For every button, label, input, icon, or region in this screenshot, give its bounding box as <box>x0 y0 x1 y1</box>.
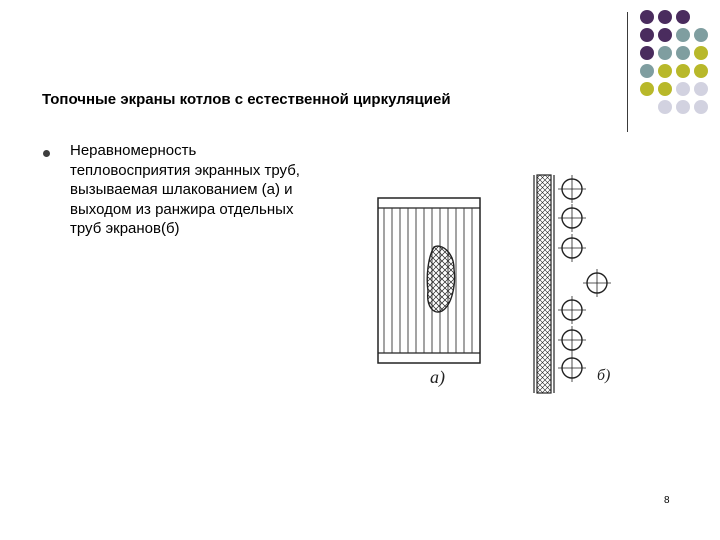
decorative-dot-grid <box>638 8 720 120</box>
decorative-dot <box>676 10 690 24</box>
bullet-marker <box>43 150 50 157</box>
decorative-dot <box>694 82 708 96</box>
decorative-dot <box>658 100 672 114</box>
slag-deposit <box>427 246 454 312</box>
decorative-dot <box>658 10 672 24</box>
slide-title: Топочные экраны котлов с естественной циркуляцией <box>42 91 451 108</box>
decorative-dot <box>676 46 690 60</box>
bullet-line: вызываемая шлакованием (а) и <box>70 181 293 198</box>
panel-a-slagging <box>378 198 480 388</box>
label-a: а) <box>430 367 445 387</box>
bullet-line: Неравномерность <box>70 142 197 159</box>
decorative-dot <box>676 100 690 114</box>
decorative-dot <box>640 64 654 78</box>
decorative-dot <box>694 100 708 114</box>
page-number: 8 <box>664 495 670 506</box>
bullet-line: выходом из ранжира отдельных <box>70 200 294 218</box>
panel-b-tube-offset <box>534 175 611 393</box>
decorative-dot <box>640 28 654 42</box>
decorative-dot <box>640 46 654 60</box>
decorative-dot <box>658 64 672 78</box>
decorative-dot <box>676 64 690 78</box>
decorative-divider-line <box>627 12 628 132</box>
decorative-dot <box>658 46 672 60</box>
screen-tubes-figure <box>370 165 620 405</box>
decorative-dot <box>640 10 654 24</box>
bullet-line: труб экранов(б) <box>70 220 180 237</box>
decorative-dot <box>658 28 672 42</box>
bullet-line: тепловосприятия экранных труб, <box>70 161 300 179</box>
decorative-dot <box>676 82 690 96</box>
decorative-dot <box>694 28 708 42</box>
bullet-text <box>70 141 360 239</box>
decorative-dot <box>658 82 672 96</box>
decorative-dot <box>694 64 708 78</box>
label-b: б) <box>597 367 611 384</box>
decorative-dot <box>676 28 690 42</box>
decorative-dot <box>640 82 654 96</box>
decorative-dot <box>694 46 708 60</box>
